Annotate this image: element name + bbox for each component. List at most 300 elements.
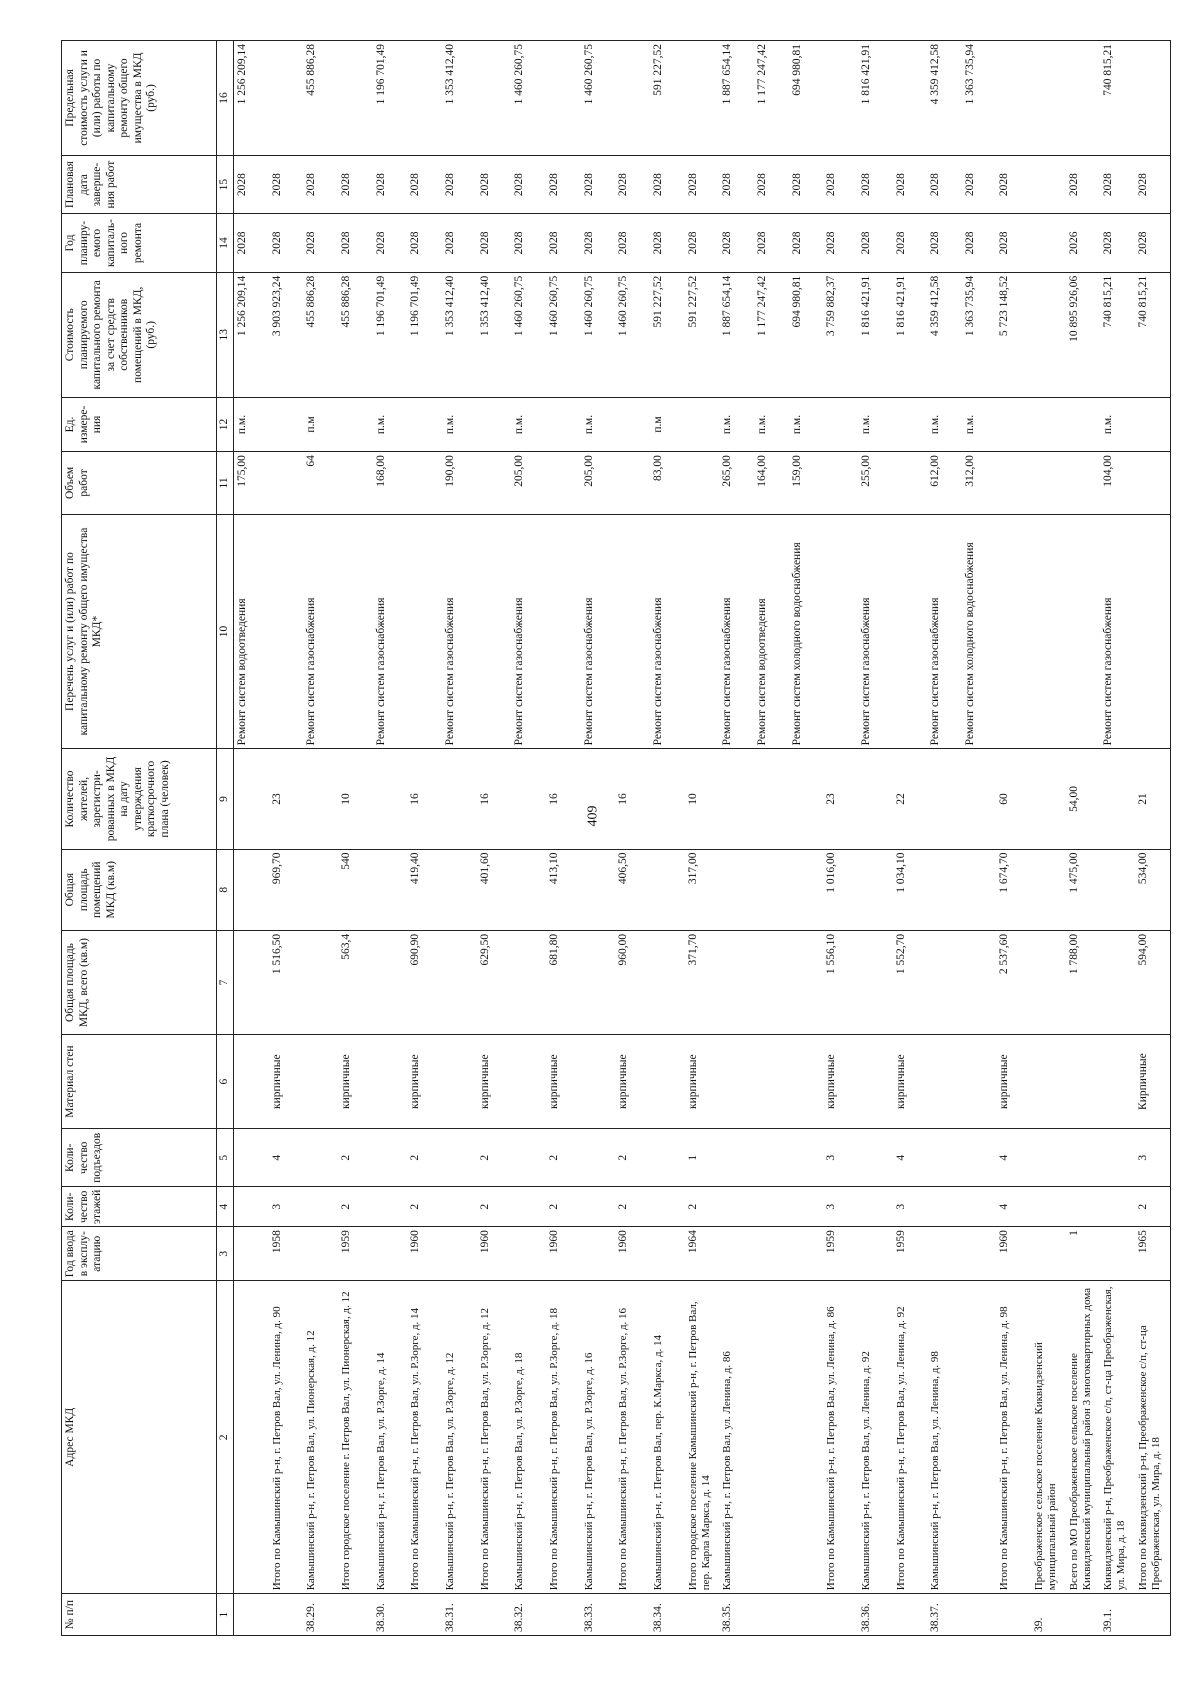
table-cell: [1100, 1187, 1135, 1227]
table-cell: 1 177 247,42: [754, 272, 789, 397]
column-header: Объем работ: [62, 452, 217, 515]
table-cell: 2028: [234, 155, 269, 213]
table-cell: 54,00: [1066, 749, 1101, 849]
table-cell: [442, 1227, 477, 1281]
table-cell: [1031, 849, 1066, 930]
table-cell: [1066, 1035, 1101, 1129]
table-cell: 591 227,52: [650, 272, 685, 397]
column-number: 11: [217, 452, 234, 515]
table-cell: 740 815,21: [1100, 272, 1135, 397]
table-cell: [962, 1129, 997, 1187]
table-cell: 1 816 421,91: [858, 41, 893, 156]
table-row: [338, 41, 373, 1636]
table-cell: 38.31.: [442, 1594, 477, 1636]
table-cell: 1964: [685, 1227, 720, 1281]
table-cell: 2: [546, 1129, 581, 1187]
table-cell: 2028: [996, 155, 1031, 213]
table-cell: 690,90: [407, 930, 442, 1034]
table-cell: 23: [269, 749, 304, 849]
table-cell: 168,00: [373, 452, 408, 515]
table-cell: 1 177 247,42: [754, 41, 789, 156]
column-number: 12: [217, 397, 234, 451]
table-cell: [546, 514, 581, 749]
table-cell: [442, 1035, 477, 1129]
table-cell: [858, 1227, 893, 1281]
table-cell: 2028: [615, 214, 650, 272]
table-cell: [719, 849, 754, 930]
table-cell: кирпичные: [269, 1035, 304, 1129]
table-cell: 969,70: [269, 849, 304, 930]
column-number: 14: [217, 214, 234, 272]
table-cell: 10 895 926,06: [1066, 272, 1101, 397]
table-row: [546, 41, 581, 1636]
table-cell: [511, 1187, 546, 1227]
table-cell: Ремонт систем газоснабжения: [858, 514, 893, 749]
table-cell: Итого городское поселение Камышинский р-н, г. Петров Вал, пер. Карла Маркса, д. 14: [685, 1281, 720, 1594]
table-cell: 1960: [407, 1227, 442, 1281]
table-cell: [373, 1187, 408, 1227]
table-cell: п.м.: [442, 397, 477, 451]
table-cell: Ремонт систем газоснабжения: [650, 514, 685, 749]
table-cell: 38.37.: [927, 1594, 962, 1636]
table-cell: 2: [546, 1187, 581, 1227]
table-cell: [234, 1035, 269, 1129]
table-cell: 371,70: [685, 930, 720, 1034]
table-cell: 2028: [615, 155, 650, 213]
column-number: 3: [217, 1227, 234, 1281]
table-cell: [754, 930, 789, 1034]
table-cell: [407, 1594, 442, 1636]
table-cell: [234, 849, 269, 930]
table-cell: 60: [996, 749, 1031, 849]
column-number: 1: [217, 1594, 234, 1636]
table-row: [893, 41, 928, 1636]
table-cell: 2028: [858, 214, 893, 272]
table-cell: [269, 397, 304, 451]
table-cell: 2: [338, 1187, 373, 1227]
table-cell: [789, 1035, 824, 1129]
table-cell: 2028: [581, 214, 616, 272]
table-cell: кирпичные: [996, 1035, 1031, 1129]
table-cell: [234, 1129, 269, 1187]
table-cell: [685, 452, 720, 515]
table-cell: [893, 397, 928, 451]
table-cell: 2028: [789, 214, 824, 272]
table-cell: [1031, 272, 1066, 397]
table-cell: 10: [338, 749, 373, 849]
table-cell: 3 759 882,37: [823, 272, 858, 397]
table-cell: [858, 930, 893, 1034]
table-cell: 740 815,21: [1100, 41, 1135, 156]
table-cell: 2028: [685, 214, 720, 272]
table-row: [789, 41, 824, 1636]
table-cell: [477, 1594, 512, 1636]
table-cell: Ремонт систем газоснабжения: [511, 514, 546, 749]
table-cell: п.м.: [511, 397, 546, 451]
table-cell: [615, 1594, 650, 1636]
table-cell: 2028: [962, 214, 997, 272]
table-cell: Камышинский р-н, г. Петров Вал, ул. Ленина, д. 86: [719, 1281, 754, 1594]
table-cell: 1 556,10: [823, 930, 858, 1034]
table-cell: кирпичные: [823, 1035, 858, 1129]
table-cell: [303, 1129, 338, 1187]
table-cell: 1 034,10: [893, 849, 928, 930]
table-cell: 1 674,70: [996, 849, 1031, 930]
table-cell: 2: [477, 1187, 512, 1227]
table-cell: 2028: [546, 155, 581, 213]
table-cell: 2028: [373, 155, 408, 213]
table-cell: 265,00: [719, 452, 754, 515]
table-cell: 2028: [893, 155, 928, 213]
table-cell: 38.35.: [719, 1594, 754, 1636]
table-cell: 2028: [511, 155, 546, 213]
column-header: Плановая дата заверше-ния работ: [62, 155, 217, 213]
table-cell: [650, 1227, 685, 1281]
column-header: Коли-чество подъездов: [62, 1129, 217, 1187]
table-cell: [477, 397, 512, 451]
table-row: [1135, 41, 1170, 1636]
table-cell: 612,00: [927, 452, 962, 515]
table-cell: [511, 1035, 546, 1129]
table-cell: [1031, 1187, 1066, 1227]
table-cell: 1965: [1135, 1227, 1170, 1281]
column-header: Предельная стоимость услуги и (или) работы по капитальному ремонту общего имущества в МКД (руб.): [62, 41, 217, 156]
table-cell: 38.30.: [373, 1594, 408, 1636]
column-header: Стоимость планируемого капитального ремонта за счет средств собственников помещений в МКД, (руб.): [62, 272, 217, 397]
table-cell: п.м.: [373, 397, 408, 451]
table-cell: Камышинский р-н, г. Петров Вал, ул. Р.Зорге, д. 16: [581, 1281, 616, 1594]
table-cell: [1066, 514, 1101, 749]
table-cell: [996, 41, 1031, 156]
table-cell: 681,80: [546, 930, 581, 1034]
table-cell: Ремонт систем газоснабжения: [442, 514, 477, 749]
table-cell: 38.32.: [511, 1594, 546, 1636]
table-cell: кирпичные: [685, 1035, 720, 1129]
column-number: 7: [217, 930, 234, 1034]
table-cell: Ремонт систем газоснабжения: [927, 514, 962, 749]
table-cell: 4: [893, 1129, 928, 1187]
table-cell: [823, 452, 858, 515]
table-row: [996, 41, 1031, 1636]
table-cell: 2028: [511, 214, 546, 272]
column-header: Общая площадь помещений МКД (кв.м): [62, 849, 217, 930]
table-row: [858, 41, 893, 1636]
table-cell: 2028: [407, 214, 442, 272]
table-row: [442, 41, 477, 1636]
table-cell: 2028: [1135, 155, 1170, 213]
table-cell: п.м.: [1100, 397, 1135, 451]
table-cell: 4 359 412,58: [927, 41, 962, 156]
table-cell: 2028: [581, 155, 616, 213]
table-cell: 2028: [338, 155, 373, 213]
table-cell: 629,50: [477, 930, 512, 1034]
table-cell: [927, 1227, 962, 1281]
table-cell: 594,00: [1135, 930, 1170, 1034]
table-cell: 1 816 421,91: [858, 272, 893, 397]
column-number: 5: [217, 1129, 234, 1187]
table-cell: [1031, 930, 1066, 1034]
table-cell: [927, 849, 962, 930]
table-cell: 2028: [823, 155, 858, 213]
table-cell: 16: [615, 749, 650, 849]
table-cell: 38.29.: [303, 1594, 338, 1636]
table-cell: [338, 41, 373, 156]
table-row: [719, 41, 754, 1636]
table-cell: 2026: [1066, 214, 1101, 272]
table-cell: [234, 1187, 269, 1227]
table-cell: [581, 1129, 616, 1187]
table-row: [477, 41, 512, 1636]
table-cell: 3: [823, 1129, 858, 1187]
table-cell: [685, 514, 720, 749]
table-cell: 2: [477, 1129, 512, 1187]
table-cell: 2: [407, 1129, 442, 1187]
table-cell: 591 227,52: [685, 272, 720, 397]
table-cell: Ремонт систем газоснабжения: [1100, 514, 1135, 749]
table-cell: [1135, 1594, 1170, 1636]
table-cell: 540: [338, 849, 373, 930]
table-cell: [1066, 41, 1101, 156]
table-cell: [1031, 1129, 1066, 1187]
table-cell: [893, 1594, 928, 1636]
table-cell: [1100, 1035, 1135, 1129]
table-cell: [650, 1129, 685, 1187]
table-cell: [1135, 452, 1170, 515]
table-cell: [234, 1594, 269, 1636]
table-cell: [234, 930, 269, 1034]
table-cell: [1100, 849, 1135, 930]
table-cell: Камышинский р-н, г. Петров Вал, ул. Ленина, д. 92: [858, 1281, 893, 1594]
table-cell: [546, 41, 581, 156]
table-cell: Камышинский р-н, г. Петров Вал, ул. Ленина, д. 98: [927, 1281, 962, 1594]
table-cell: 255,00: [858, 452, 893, 515]
table-cell: 1 353 412,40: [442, 41, 477, 156]
column-header: № п/п: [62, 1594, 217, 1636]
table-cell: [823, 1594, 858, 1636]
table-cell: [996, 397, 1031, 451]
table-cell: 2028: [269, 155, 304, 213]
table-cell: Итого городское поселение г. Петров Вал, ул. Пионерская, д. 12: [338, 1281, 373, 1594]
table-cell: 1 363 735,94: [962, 41, 997, 156]
table-cell: 4 359 412,58: [927, 272, 962, 397]
column-header: Материал стен: [62, 1035, 217, 1129]
table-cell: 1 196 701,49: [373, 272, 408, 397]
table-cell: 2028: [823, 214, 858, 272]
column-number: 4: [217, 1187, 234, 1227]
table-cell: [754, 1281, 789, 1594]
table-cell: 2028: [685, 155, 720, 213]
table-cell: 1 460 260,75: [546, 272, 581, 397]
table-cell: 1960: [615, 1227, 650, 1281]
table-cell: Камышинский р-н, г. Петров Вал, пер. К.Маркса, д. 14: [650, 1281, 685, 1594]
table-cell: 2028: [477, 155, 512, 213]
table-cell: 164,00: [754, 452, 789, 515]
table-cell: 1 016,00: [823, 849, 858, 930]
table-cell: [754, 849, 789, 930]
table-row: [511, 41, 546, 1636]
table-cell: 1 475,00: [1066, 849, 1101, 930]
table-cell: Ремонт систем холодного водоснабжения: [789, 514, 824, 749]
table-cell: 205,00: [511, 452, 546, 515]
table-cell: [581, 930, 616, 1034]
table-cell: Ремонт систем газоснабжения: [303, 514, 338, 749]
table-cell: [1100, 1129, 1135, 1187]
table-cell: [269, 1594, 304, 1636]
table-cell: [1066, 397, 1101, 451]
table-cell: Итого по Камышинский р-н, г. Петров Вал, ул. Р.Зорге, д. 12: [477, 1281, 512, 1594]
table-cell: 1: [1066, 1227, 1101, 1281]
table-cell: 10: [685, 749, 720, 849]
table-cell: [546, 1594, 581, 1636]
table-cell: 39.: [1031, 1594, 1066, 1636]
table-cell: 740 815,21: [1135, 272, 1170, 397]
table-cell: [927, 930, 962, 1034]
table-cell: 3: [1135, 1129, 1170, 1187]
table-row: [962, 41, 997, 1636]
column-header: Адрес МКД: [62, 1281, 217, 1594]
table-cell: [754, 1129, 789, 1187]
table-cell: [234, 1281, 269, 1594]
table-cell: [962, 1594, 997, 1636]
table-cell: [407, 452, 442, 515]
table-cell: [581, 849, 616, 930]
table-cell: 3: [269, 1187, 304, 1227]
table-cell: 317,00: [685, 849, 720, 930]
table-cell: [303, 749, 338, 849]
table-cell: 694 980,81: [789, 272, 824, 397]
table-cell: [338, 1594, 373, 1636]
table-cell: Итого по Камышинский р-н, г. Петров Вал, ул. Ленина, д. 86: [823, 1281, 858, 1594]
table-cell: 2028: [1100, 155, 1135, 213]
table-cell: [373, 930, 408, 1034]
table-cell: [477, 452, 512, 515]
table-cell: [1135, 397, 1170, 451]
table-cell: [962, 1281, 997, 1594]
table-cell: 22: [893, 749, 928, 849]
table-cell: Ремонт систем водоотведения: [754, 514, 789, 749]
table-cell: [1031, 41, 1066, 156]
table-cell: кирпичные: [893, 1035, 928, 1129]
column-number: 8: [217, 849, 234, 930]
table-cell: 2028: [927, 155, 962, 213]
table-cell: 1959: [823, 1227, 858, 1281]
table-cell: 2028: [962, 155, 997, 213]
table-cell: [1066, 1187, 1101, 1227]
table-cell: [407, 397, 442, 451]
table-cell: 2028: [1066, 155, 1101, 213]
table-cell: Ремонт систем газоснабжения: [373, 514, 408, 749]
table-cell: 3: [823, 1187, 858, 1227]
table-cell: [511, 1227, 546, 1281]
table-cell: 38.33.: [581, 1594, 616, 1636]
table-cell: п.м.: [858, 397, 893, 451]
table-cell: Киквидзенский р-н, Преображенское с/п, ст-ца Преображенская, ул. Мира, д. 18: [1100, 1281, 1135, 1594]
column-header: Ед. измере-ния: [62, 397, 217, 451]
table-cell: 694 980,81: [789, 41, 824, 156]
table-cell: [234, 1227, 269, 1281]
column-header: Общая площадь МКД, всего (кв.м): [62, 930, 217, 1034]
table-cell: Камышинский р-н, г. Петров Вал, ул. Р.Зорге, д. 14: [373, 1281, 408, 1594]
table-cell: [373, 849, 408, 930]
table-cell: 1959: [893, 1227, 928, 1281]
table-row: [1100, 41, 1135, 1636]
table-cell: [615, 397, 650, 451]
table-cell: 1960: [546, 1227, 581, 1281]
table-cell: [962, 849, 997, 930]
table-cell: 4: [996, 1187, 1031, 1227]
table-cell: 1 353 412,40: [442, 272, 477, 397]
table-cell: [1066, 1129, 1101, 1187]
column-header: Год планиру-емого капиталь-ного ремонта: [62, 214, 217, 272]
table-cell: Итого по Киквидзенский р-н, Преображенское с/п, ст-ца Преображенская, ул. Мира, д. 18: [1135, 1281, 1170, 1594]
table-cell: [1031, 1035, 1066, 1129]
table-cell: 1 256 209,14: [234, 41, 269, 156]
column-number: 15: [217, 155, 234, 213]
table-cell: [1031, 452, 1066, 515]
table-cell: [754, 1594, 789, 1636]
column-number: 10: [217, 514, 234, 749]
table-cell: 455 886,28: [303, 41, 338, 156]
table-cell: 401,60: [477, 849, 512, 930]
table-cell: п.м.: [234, 397, 269, 451]
table-cell: 38.36.: [858, 1594, 893, 1636]
table-cell: 2028: [234, 214, 269, 272]
table-cell: п.м.: [754, 397, 789, 451]
table-row: [615, 41, 650, 1636]
table-cell: [650, 930, 685, 1034]
table-cell: [1031, 514, 1066, 749]
table-cell: 2028: [373, 214, 408, 272]
table-cell: 21: [1135, 749, 1170, 849]
table-cell: 563,4: [338, 930, 373, 1034]
table-cell: [858, 849, 893, 930]
table-cell: 1 256 209,14: [234, 272, 269, 397]
table-cell: 2028: [1135, 214, 1170, 272]
table-cell: Всего по МО Преображенское сельское поселение Киквидзенский муниципальный район 3 многоквартирных дома: [1066, 1281, 1101, 1594]
table-cell: [719, 1035, 754, 1129]
table-cell: Преображенское сельское поселение Киквидзенский муниципальный район: [1031, 1281, 1066, 1594]
table-cell: 1959: [338, 1227, 373, 1281]
table-cell: [338, 397, 373, 451]
table-cell: 960,00: [615, 930, 650, 1034]
table-cell: [719, 749, 754, 849]
table-cell: 406,50: [615, 849, 650, 930]
table-cell: 64: [303, 452, 338, 515]
table-row: [1031, 41, 1066, 1636]
table-cell: 1 353 412,40: [477, 272, 512, 397]
table-cell: [1066, 1594, 1101, 1636]
table-cell: [719, 1129, 754, 1187]
table-cell: [996, 514, 1031, 749]
table-cell: 2028: [546, 214, 581, 272]
column-number: 13: [217, 272, 234, 397]
table-cell: 1 460 260,75: [581, 41, 616, 156]
table-cell: [1031, 749, 1066, 849]
table-cell: [1135, 514, 1170, 749]
table-cell: 2028: [719, 214, 754, 272]
table-cell: 2028: [303, 155, 338, 213]
table-cell: 413,10: [546, 849, 581, 930]
column-numbers-row: [217, 41, 234, 1636]
table-cell: кирпичные: [546, 1035, 581, 1129]
table-cell: 1 460 260,75: [615, 272, 650, 397]
table-cell: [858, 749, 893, 849]
column-number: 16: [217, 41, 234, 156]
table-cell: 2028: [269, 214, 304, 272]
table-cell: [269, 41, 304, 156]
table-cell: 1 460 260,75: [581, 272, 616, 397]
table-cell: [650, 849, 685, 930]
